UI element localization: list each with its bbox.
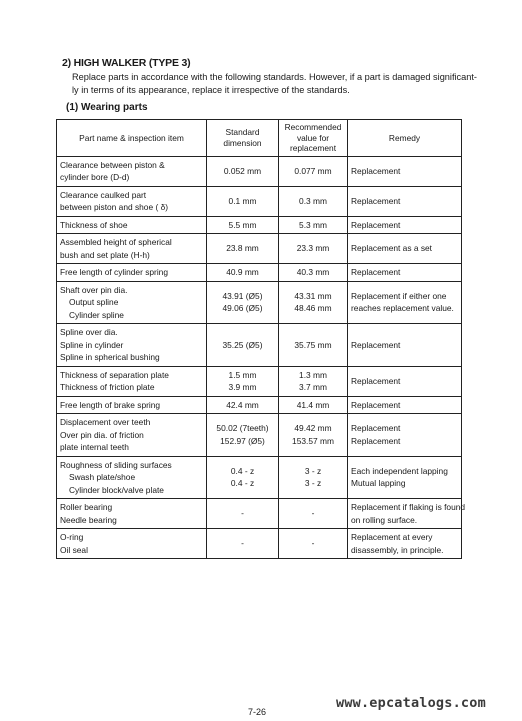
header-line: Standard (225, 127, 260, 138)
standard-cell-line: 1.5 mm (228, 369, 257, 380)
header-part: Part name & inspection item (57, 120, 207, 157)
recommended-cell (279, 216, 348, 234)
remedy-cell (348, 366, 462, 396)
recommended-cell (279, 414, 348, 457)
recommended-cell-line: - (311, 508, 315, 519)
recommended-cell (279, 264, 348, 282)
part-cell-line: plate internal teeth (60, 442, 129, 452)
part-cell-line: Output spline (69, 297, 119, 307)
part-cell-line: Spline in spherical bushing (60, 352, 160, 362)
remedy-cell-line: on rolling surface. (351, 514, 418, 525)
standard-cell (207, 324, 279, 367)
part-cell-line: Spline over dia. (60, 327, 118, 337)
standard-cell-line: 0.052 mm (223, 165, 262, 176)
standard-cell (207, 264, 279, 282)
standard-cell (207, 456, 279, 499)
header-line: replacement (289, 143, 337, 153)
part-cell-line: Clearance caulked part (60, 189, 147, 200)
remedy-cell (348, 234, 462, 264)
recommended-cell-line: 1.3 mm (299, 369, 327, 380)
standard-cell (207, 414, 279, 457)
table-row (57, 234, 462, 264)
remedy-cell-line: Replacement as a set (351, 243, 433, 254)
standard-cell-line: 5.5 mm (228, 219, 257, 230)
remedy-cell (348, 281, 462, 324)
remedy-cell-line: reaches replacement value. (351, 303, 454, 314)
recommended-cell (279, 186, 348, 216)
remedy-cell-line: Each independent lapping (351, 465, 448, 476)
standard-cell (207, 499, 279, 529)
recommended-cell (279, 234, 348, 264)
table-row (57, 366, 462, 396)
standard-cell (207, 234, 279, 264)
standard-cell (207, 281, 279, 324)
recommended-cell (279, 529, 348, 559)
recommended-cell-line: 5.3 mm (299, 219, 327, 230)
recommended-cell-line: - (311, 538, 315, 549)
part-cell (57, 281, 207, 324)
header-line: dimension (223, 137, 262, 148)
table-row (57, 264, 462, 282)
section-intro (72, 71, 477, 97)
subsection-title: (1) Wearing parts (66, 102, 148, 113)
part-cell-line: Thickness of separation plate (60, 369, 169, 380)
recommended-cell-line: 40.3 mm (296, 267, 330, 277)
table-row (57, 216, 462, 234)
recommended-cell-line: 153.57 mm (292, 435, 334, 446)
header-standard (207, 120, 279, 157)
remedy-cell (348, 324, 462, 367)
part-cell-line: Displacement over teeth (60, 417, 151, 427)
part-cell-line: bush and set plate (H-h) (60, 249, 150, 260)
remedy-cell (348, 156, 462, 186)
remedy-cell-line: Replacement (351, 375, 401, 386)
remedy-cell-line: Replacement (351, 423, 401, 434)
remedy-cell (348, 529, 462, 559)
standard-cell-line: 35.25 (Ø5) (222, 339, 263, 350)
recommended-cell (279, 366, 348, 396)
part-cell-line: Oil seal (60, 544, 88, 555)
table-row (57, 456, 462, 499)
part-cell (57, 456, 207, 499)
recommended-cell (279, 396, 348, 414)
remedy-cell-line: Replacement (351, 267, 401, 277)
table-row (57, 186, 462, 216)
standard-cell-line: 0.4 - z (230, 478, 255, 489)
recommended-cell-line: 43.31 mm (294, 290, 332, 301)
recommended-cell-line: 41.4 mm (296, 399, 330, 410)
table-row (57, 396, 462, 414)
standard-cell-line: 0.4 - z (230, 465, 255, 476)
standard-cell-line: 50.02 (7teeth) (216, 423, 269, 434)
standard-cell (207, 529, 279, 559)
recommended-cell (279, 281, 348, 324)
part-cell-line: Clearance between piston & (60, 159, 165, 170)
part-cell (57, 186, 207, 216)
standard-cell-line: 43.91 (Ø5) (222, 290, 263, 301)
watermark: www.epcatalogs.com (336, 695, 486, 711)
remedy-cell (348, 396, 462, 414)
remedy-cell (348, 264, 462, 282)
part-cell (57, 529, 207, 559)
part-cell (57, 156, 207, 186)
standard-cell (207, 396, 279, 414)
recommended-cell-line: 3.7 mm (299, 382, 327, 392)
standard-cell-line: 42.4 mm (226, 399, 259, 410)
recommended-cell-line: 23.3 mm (296, 243, 330, 254)
table-body (57, 156, 466, 559)
header-recommended (279, 120, 348, 157)
table-row (57, 499, 462, 529)
table-row (57, 414, 462, 457)
standard-cell (207, 156, 279, 186)
part-cell (57, 414, 207, 457)
table-row (57, 156, 462, 186)
remedy-cell-line: disassembly, in principle. (351, 544, 444, 555)
table-header-row (57, 120, 462, 157)
remedy-cell-line: Replacement (351, 339, 401, 350)
part-cell-line: Spline in cylinder (60, 339, 124, 350)
remedy-cell-line: Replacement (351, 399, 401, 410)
remedy-cell-line: Replacement if either one (351, 290, 447, 301)
standard-cell-line: - (241, 508, 244, 519)
remedy-cell-line: Replacement (351, 165, 401, 176)
remedy-cell (348, 456, 462, 499)
recommended-cell (279, 156, 348, 186)
standard-cell (207, 216, 279, 234)
recommended-cell-line: 3 - z (304, 478, 322, 489)
part-cell-line: Free length of brake spring (60, 399, 161, 410)
recommended-cell-line: 0.077 mm (294, 165, 332, 176)
standard-cell (207, 186, 279, 216)
part-cell (57, 499, 207, 529)
page-number: 7-26 (248, 707, 267, 717)
remedy-cell-line: Replacement (351, 435, 401, 446)
standard-cell-line: - (241, 538, 244, 549)
recommended-cell-line: 49.42 mm (294, 423, 332, 434)
part-cell-line: between piston and shoe ( δ) (60, 202, 169, 212)
part-cell-line: Cylinder block/valve plate (69, 484, 164, 495)
part-cell-line: Roller bearing (60, 502, 113, 512)
header-line: value for (296, 132, 330, 143)
standard-cell-line: 0.1 mm (228, 195, 257, 206)
recommended-cell-line: 0.3 mm (299, 195, 327, 206)
part-cell-line: Thickness of friction plate (60, 382, 155, 392)
part-cell (57, 234, 207, 264)
remedy-cell-line: Replacement at every (351, 532, 433, 542)
standard-cell (207, 366, 279, 396)
part-cell (57, 264, 207, 282)
remedy-cell-line: Replacement (351, 219, 401, 230)
recommended-cell (279, 324, 348, 367)
part-cell-line: O-ring (60, 532, 84, 542)
standard-cell-line: 49.06 (Ø5) (222, 303, 263, 314)
remedy-cell (348, 414, 462, 457)
part-cell (57, 366, 207, 396)
intro-line: Replace parts in accordance with the following standards. However, if a part is damaged significant- (72, 72, 477, 82)
part-cell-line: Free length of cylinder spring (60, 267, 168, 277)
part-cell (57, 324, 207, 367)
part-cell (57, 396, 207, 414)
part-cell-line: Thickness of shoe (60, 219, 128, 230)
part-cell (57, 216, 207, 234)
part-cell-line: Cylinder spline (69, 309, 124, 320)
part-cell-line: Swash plate/shoe (69, 472, 136, 482)
wearing-parts-table (56, 119, 466, 559)
part-cell-line: Needle bearing (60, 514, 117, 525)
standard-cell-line: 152.97 (Ø5) (220, 435, 265, 446)
table-row (57, 529, 462, 559)
header-remedy: Remedy (348, 120, 462, 157)
table-row (57, 324, 462, 367)
remedy-cell (348, 186, 462, 216)
remedy-cell-line: Replacement (351, 195, 401, 206)
part-cell-line: Roughness of sliding surfaces (60, 459, 172, 470)
part-cell-line: Shaft over pin dia. (60, 284, 128, 295)
header-line: Recommended (284, 122, 342, 132)
part-cell-line: Assembled height of spherical (60, 237, 172, 247)
standard-cell-line: 3.9 mm (228, 382, 257, 392)
remedy-cell (348, 499, 466, 529)
table-row (57, 281, 462, 324)
recommended-cell-line: 48.46 mm (294, 303, 332, 314)
standard-cell-line: 40.9 mm (226, 267, 259, 277)
section-title: 2) HIGH WALKER (TYPE 3) (62, 57, 191, 69)
remedy-cell-line: Replacement if flaking is found (351, 502, 466, 512)
recommended-cell (279, 499, 348, 529)
intro-line: ly in terms of its appearance, replace it irrespective of the standards. (72, 85, 350, 95)
remedy-cell (348, 216, 462, 234)
remedy-cell-line: Mutual lapping (351, 478, 406, 489)
recommended-cell-line: 3 - z (304, 465, 322, 476)
part-cell-line: Over pin dia. of friction (60, 429, 144, 440)
standard-cell-line: 23.8 mm (226, 243, 259, 254)
recommended-cell (279, 456, 348, 499)
recommended-cell-line: 35.75 mm (294, 339, 332, 350)
part-cell-line: cylinder bore (D-d) (60, 172, 130, 182)
